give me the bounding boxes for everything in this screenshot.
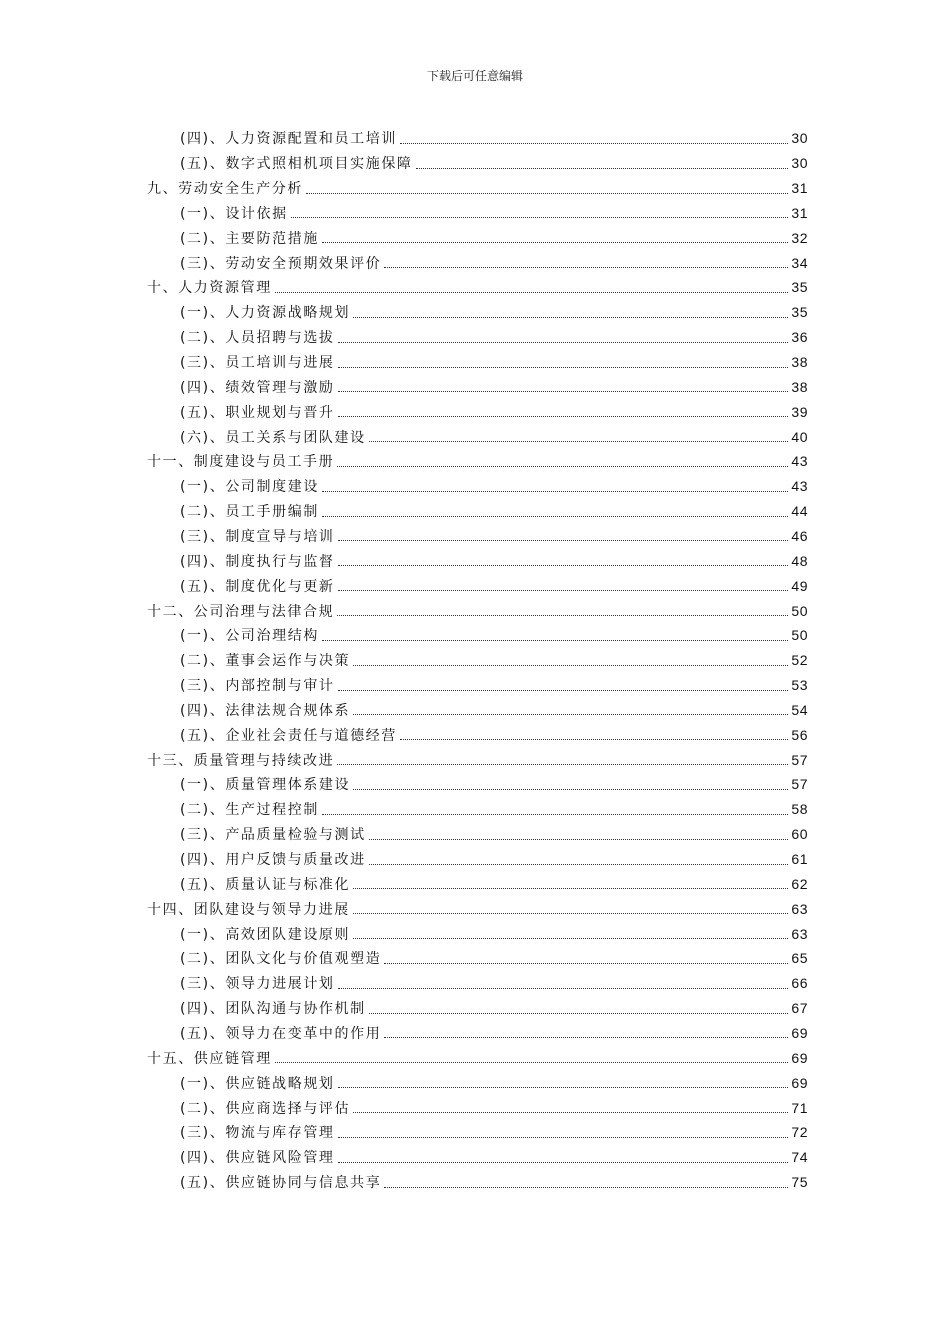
dot-leader <box>337 466 788 467</box>
toc-entry-title: (五)、职业规划与晋升 <box>180 404 335 421</box>
toc-entry[interactable] <box>180 399 808 424</box>
dot-leader <box>369 839 789 840</box>
toc-entry-title: (二)、团队文化与价值观塑造 <box>180 951 382 968</box>
toc-entry-page: 44 <box>791 503 808 520</box>
toc-entry-page: 60 <box>791 826 808 843</box>
toc-entry-title: (三)、产品质量检验与测试 <box>180 827 366 844</box>
toc-entry-title: (四)、绩效管理与激励 <box>180 379 335 396</box>
toc-entry[interactable] <box>180 1145 808 1170</box>
toc-entry-title: (四)、人力资源配置和员工培训 <box>180 131 397 148</box>
toc-entry-title: (三)、物流与库存管理 <box>180 1125 335 1142</box>
toc-entry[interactable] <box>147 176 808 201</box>
toc-entry-page: 72 <box>791 1124 808 1141</box>
dot-leader <box>322 640 788 641</box>
toc-entry[interactable] <box>180 225 808 250</box>
toc-entry[interactable] <box>180 772 808 797</box>
dot-leader <box>322 242 788 243</box>
toc-entry-title: (二)、人员招聘与选拔 <box>180 330 335 347</box>
dot-leader <box>338 1137 789 1138</box>
toc-entry-page: 35 <box>791 279 808 296</box>
toc-entry[interactable] <box>180 921 808 946</box>
toc-entry-page: 50 <box>791 627 808 644</box>
toc-entry-title: (一)、设计依据 <box>180 205 288 222</box>
dot-leader <box>338 540 789 541</box>
toc-entry-page: 40 <box>791 428 808 445</box>
toc-entry[interactable] <box>180 1095 808 1120</box>
toc-entry-page: 38 <box>791 378 808 395</box>
dot-leader <box>369 441 789 442</box>
toc-entry[interactable] <box>180 499 808 524</box>
toc-entry[interactable] <box>180 474 808 499</box>
toc-entry-page: 43 <box>791 453 808 470</box>
toc-entry-page: 67 <box>791 1000 808 1017</box>
dot-leader <box>353 317 788 318</box>
toc-entry[interactable] <box>180 1170 808 1195</box>
dot-leader <box>338 590 789 591</box>
dot-leader <box>369 1013 789 1014</box>
toc-entry-page: 38 <box>791 354 808 371</box>
toc-entry-page: 57 <box>791 751 808 768</box>
dot-leader <box>338 1162 789 1163</box>
toc-entry[interactable] <box>180 126 808 151</box>
dot-leader <box>337 764 788 765</box>
toc-entry-title: (五)、数字式照相机项目实施保障 <box>180 156 413 173</box>
toc-entry[interactable] <box>180 250 808 275</box>
toc-entry-title: (四)、制度执行与监督 <box>180 553 335 570</box>
dot-leader <box>275 292 789 293</box>
toc-entry-title: (五)、领导力在变革中的作用 <box>180 1025 382 1042</box>
dot-leader <box>338 367 789 368</box>
toc-entry-page: 69 <box>791 1024 808 1041</box>
toc-entry-title: (二)、董事会运作与决策 <box>180 653 351 670</box>
toc-entry-page: 35 <box>791 304 808 321</box>
toc-entry[interactable] <box>180 548 808 573</box>
toc-entry-page: 48 <box>791 552 808 569</box>
toc-entry[interactable] <box>180 1070 808 1095</box>
dot-leader <box>353 789 788 790</box>
toc-entry[interactable] <box>180 350 808 375</box>
toc-entry-title: (三)、领导力进展计划 <box>180 976 335 993</box>
toc-entry-title: 十四、团队建设与领导力进展 <box>147 901 350 918</box>
toc-entry[interactable] <box>180 573 808 598</box>
toc-entry-title: (二)、主要防范措施 <box>180 230 319 247</box>
toc-entry-page: 65 <box>791 950 808 967</box>
toc-entry[interactable] <box>180 1021 808 1046</box>
dot-leader <box>400 739 788 740</box>
dot-leader <box>384 1037 788 1038</box>
toc-entry-page: 74 <box>791 1149 808 1166</box>
toc-entry-title: (二)、员工手册编制 <box>180 504 319 521</box>
toc-entry-page: 63 <box>791 900 808 917</box>
toc-entry-page: 31 <box>791 204 808 221</box>
dot-leader <box>353 665 788 666</box>
toc-entry-page: 46 <box>791 527 808 544</box>
toc-entry[interactable] <box>180 673 808 698</box>
dot-leader <box>353 938 788 939</box>
dot-leader <box>322 516 788 517</box>
toc-entry-page: 32 <box>791 229 808 246</box>
toc-entry[interactable] <box>147 896 808 921</box>
dot-leader <box>353 1112 788 1113</box>
toc-entry[interactable] <box>180 946 808 971</box>
dot-leader <box>338 1087 789 1088</box>
toc-entry-page: 54 <box>791 701 808 718</box>
toc-entry[interactable] <box>180 996 808 1021</box>
toc-entry-title: (二)、生产过程控制 <box>180 802 319 819</box>
dot-leader <box>338 988 789 989</box>
toc-entry-title: 十二、公司治理与法律合规 <box>147 603 335 620</box>
toc-entry-title: (五)、制度优化与更新 <box>180 578 335 595</box>
toc-entry[interactable] <box>147 747 808 772</box>
toc-entry-title: (五)、企业社会责任与道德经营 <box>180 727 397 744</box>
dot-leader <box>275 1062 789 1063</box>
toc-entry[interactable] <box>147 1045 808 1070</box>
toc-entry-title: (三)、内部控制与审计 <box>180 678 335 695</box>
dot-leader <box>338 391 789 392</box>
toc-entry[interactable] <box>180 847 808 872</box>
toc-entry-page: 49 <box>791 577 808 594</box>
toc-entry[interactable] <box>180 1120 808 1145</box>
toc-entry-page: 69 <box>791 1074 808 1091</box>
dot-leader <box>353 888 788 889</box>
dot-leader <box>338 416 789 417</box>
toc-entry-title: (四)、法律法规合规体系 <box>180 702 351 719</box>
dot-leader <box>322 814 788 815</box>
toc-entry-page: 39 <box>791 403 808 420</box>
toc-entry-page: 36 <box>791 329 808 346</box>
dot-leader <box>400 143 788 144</box>
toc-entry[interactable] <box>180 300 808 325</box>
toc-entry-title: (一)、高效团队建设原则 <box>180 926 351 943</box>
toc-entry-title: 十一、制度建设与员工手册 <box>147 454 335 471</box>
toc-entry-page: 58 <box>791 801 808 818</box>
toc-entry[interactable] <box>180 325 808 350</box>
toc-entry[interactable] <box>180 524 808 549</box>
toc-entry-title: (一)、供应链战略规划 <box>180 1075 335 1092</box>
toc-entry-page: 75 <box>791 1174 808 1191</box>
page-header: 下载后可任意编辑 <box>426 69 523 83</box>
toc-entry[interactable] <box>180 822 808 847</box>
toc-entry-title: (四)、供应链风险管理 <box>180 1150 335 1167</box>
toc-entry-title: (三)、劳动安全预期效果评价 <box>180 255 382 272</box>
toc-entry-title: (三)、员工培训与进展 <box>180 355 335 372</box>
toc-entry-title: (三)、制度宣导与培训 <box>180 528 335 545</box>
toc-entry-page: 30 <box>791 130 808 147</box>
dot-leader <box>384 267 788 268</box>
dot-leader <box>322 491 788 492</box>
toc-entry-page: 63 <box>791 925 808 942</box>
toc-entry[interactable] <box>147 449 808 474</box>
toc-entry-title: (一)、公司治理结构 <box>180 628 319 645</box>
dot-leader <box>416 168 789 169</box>
toc-entry-title: (四)、用户反馈与质量改进 <box>180 852 366 869</box>
dot-leader <box>306 193 788 194</box>
toc-entry[interactable] <box>180 648 808 673</box>
toc-entry[interactable] <box>147 275 808 300</box>
toc-entry-page: 61 <box>791 851 808 868</box>
toc-entry-title: (一)、质量管理体系建设 <box>180 777 351 794</box>
toc-entry-page: 62 <box>791 875 808 892</box>
toc-entry-page: 66 <box>791 975 808 992</box>
toc-entry[interactable] <box>180 722 808 747</box>
toc-entry-title: 十五、供应链管理 <box>147 1050 272 1067</box>
toc-entry[interactable] <box>180 424 808 449</box>
toc-entry[interactable] <box>180 151 808 176</box>
toc-entry[interactable] <box>180 623 808 648</box>
toc-entry-page: 50 <box>791 602 808 619</box>
dot-leader <box>338 565 789 566</box>
toc-entry-page: 71 <box>791 1099 808 1116</box>
toc-entry-title: (五)、供应链协同与信息共享 <box>180 1175 382 1192</box>
toc-entry[interactable] <box>180 872 808 897</box>
dot-leader <box>291 217 789 218</box>
toc-entry-title: (六)、员工关系与团队建设 <box>180 429 366 446</box>
toc-entry[interactable] <box>180 698 808 723</box>
toc-entry-title: (四)、团队沟通与协作机制 <box>180 1001 366 1018</box>
dot-leader <box>338 342 789 343</box>
dot-leader <box>384 1187 788 1188</box>
toc-entry-page: 57 <box>791 776 808 793</box>
toc-entry[interactable] <box>180 971 808 996</box>
toc-entry-page: 31 <box>791 180 808 197</box>
toc-entry[interactable] <box>180 375 808 400</box>
dot-leader <box>337 615 788 616</box>
toc-entry-title: (二)、供应商选择与评估 <box>180 1100 351 1117</box>
toc-entry-title: (一)、人力资源战略规划 <box>180 305 351 322</box>
toc-entry[interactable] <box>147 598 808 623</box>
dot-leader <box>369 864 789 865</box>
dot-leader <box>384 963 788 964</box>
toc-entry-page: 30 <box>791 155 808 172</box>
toc-entry-title: 十三、质量管理与持续改进 <box>147 752 335 769</box>
toc-entry-title: (一)、公司制度建设 <box>180 479 319 496</box>
toc-entry[interactable] <box>180 201 808 226</box>
toc-entry[interactable] <box>180 797 808 822</box>
toc-entry-page: 43 <box>791 478 808 495</box>
toc-entry-title: 九、劳动安全生产分析 <box>147 181 303 198</box>
toc-entry-page: 56 <box>791 726 808 743</box>
toc-entry-page: 34 <box>791 254 808 271</box>
toc-entry-page: 53 <box>791 677 808 694</box>
toc-entry-title: 十、人力资源管理 <box>147 280 272 297</box>
toc-entry-page: 69 <box>791 1049 808 1066</box>
dot-leader <box>353 714 788 715</box>
toc-entry-title: (五)、质量认证与标准化 <box>180 876 351 893</box>
toc-entry-page: 52 <box>791 652 808 669</box>
dot-leader <box>353 913 789 914</box>
dot-leader <box>338 690 789 691</box>
